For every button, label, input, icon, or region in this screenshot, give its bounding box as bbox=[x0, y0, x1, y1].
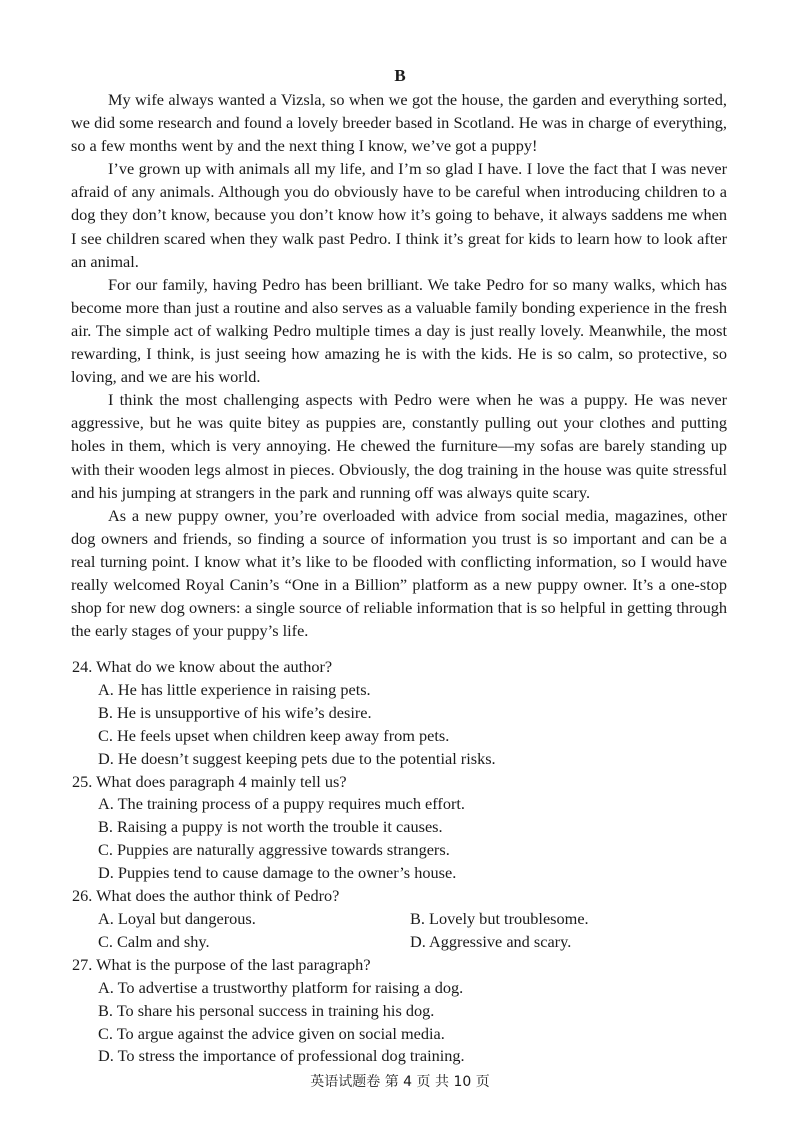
passage-paragraph: I think the most challenging aspects with Pedro were when he was a puppy. He was never aggressive, but he was quite bitey as puppies are, constantly pulling out your clothes and putting holes in them, which is very annoying. He chewed the furniture—my sofas are barely standing up with their wooden legs almost in pieces. Obviously, the dog training in the house was quite stressful and his jumping at strangers in the park and running off was always quite scary. bbox=[71, 390, 727, 502]
option-c: C. To argue against the advice given on social media. bbox=[98, 1023, 445, 1043]
option-b: B. Raising a puppy is not worth the trouble it causes. bbox=[98, 817, 443, 837]
passage-paragraph: As a new puppy owner, you’re overloaded with advice from social media, magazines, other dog owners and friends, so finding a source of information you trust is so important and can be a real turning point. I know what it’s like to be flooded with conflicting information, so I would have really welcomed Royal Canin’s “One in a Billion” platform as a new puppy owner. It’s a one-stop shop for new dog owners: a single source of reliable information that is so helpful in getting through the early stages of your puppy’s life. bbox=[71, 505, 727, 641]
question-27 bbox=[72, 954, 732, 1069]
question-stem: 27. What is the purpose of the last paragraph? bbox=[72, 954, 371, 974]
option-d: D. He doesn’t suggest keeping pets due to the potential risks. bbox=[98, 748, 496, 768]
question-26 bbox=[72, 885, 732, 954]
option-a: A. Loyal but dangerous. bbox=[98, 908, 256, 928]
option-b: B. To share his personal success in training his dog. bbox=[98, 1000, 435, 1020]
section-letter: B bbox=[394, 66, 406, 85]
passage-paragraph: I’ve grown up with animals all my life, and I’m so glad I have. I love the fact that I was never afraid of any animals. Although you do obviously have to be careful when introducing children to a dog they don’t know, because you don’t know how it’s going to behave, it always saddens me when I see children scared when they walk past Pedro. I think it’s great for kids to learn how to look after an animal. bbox=[71, 159, 727, 271]
option-a: A. The training process of a puppy requires much effort. bbox=[98, 794, 465, 814]
question-stem: 24. What do we know about the author? bbox=[72, 657, 333, 676]
passage-paragraph: For our family, having Pedro has been brilliant. We take Pedro for so many walks, which has become more than just a routine and also serves as a valuable family bonding experience in the fresh air. The simple act of walking Pedro multiple times a day is just really lovely. Meanwhile, the most rewarding, I think, is just seeing how amazing he is with the kids. He is so calm, so protective, so loving, and we are his world. bbox=[71, 274, 727, 387]
option-c: C. He feels upset when children keep away from pets. bbox=[98, 725, 450, 745]
option-row bbox=[98, 931, 732, 954]
option-c: C. Puppies are naturally aggressive towards strangers. bbox=[98, 840, 450, 860]
passage-paragraph: My wife always wanted a Vizsla, so when we got the house, the garden and everything sorted, we did some research and found a lovely breeder based in Scotland. He was in charge of everything, so a few months went by and the next thing I know, we’ve got a puppy! bbox=[71, 90, 727, 156]
question-list bbox=[72, 656, 732, 1068]
reading-passage bbox=[71, 88, 727, 642]
question-24 bbox=[72, 656, 732, 771]
question-25 bbox=[72, 771, 732, 886]
option-row bbox=[98, 908, 732, 931]
option-a: A. To advertise a trustworthy platform for raising a dog. bbox=[98, 977, 464, 997]
page-footer: 英语试题卷 第 4 页 共 10 页 bbox=[310, 1074, 490, 1090]
option-a: A. He has little experience in raising pets. bbox=[98, 679, 371, 699]
option-d: D. Puppies tend to cause damage to the owner’s house. bbox=[98, 863, 457, 883]
option-d: D. Aggressive and scary. bbox=[410, 931, 572, 951]
question-stem: 25. What does paragraph 4 mainly tell us? bbox=[72, 771, 347, 791]
option-b: B. Lovely but troublesome. bbox=[410, 908, 589, 928]
option-d: D. To stress the importance of professional dog training. bbox=[98, 1046, 465, 1066]
option-c: C. Calm and shy. bbox=[98, 931, 210, 951]
option-b: B. He is unsupportive of his wife’s desire. bbox=[98, 702, 372, 722]
question-stem: 26. What does the author think of Pedro? bbox=[72, 886, 340, 906]
